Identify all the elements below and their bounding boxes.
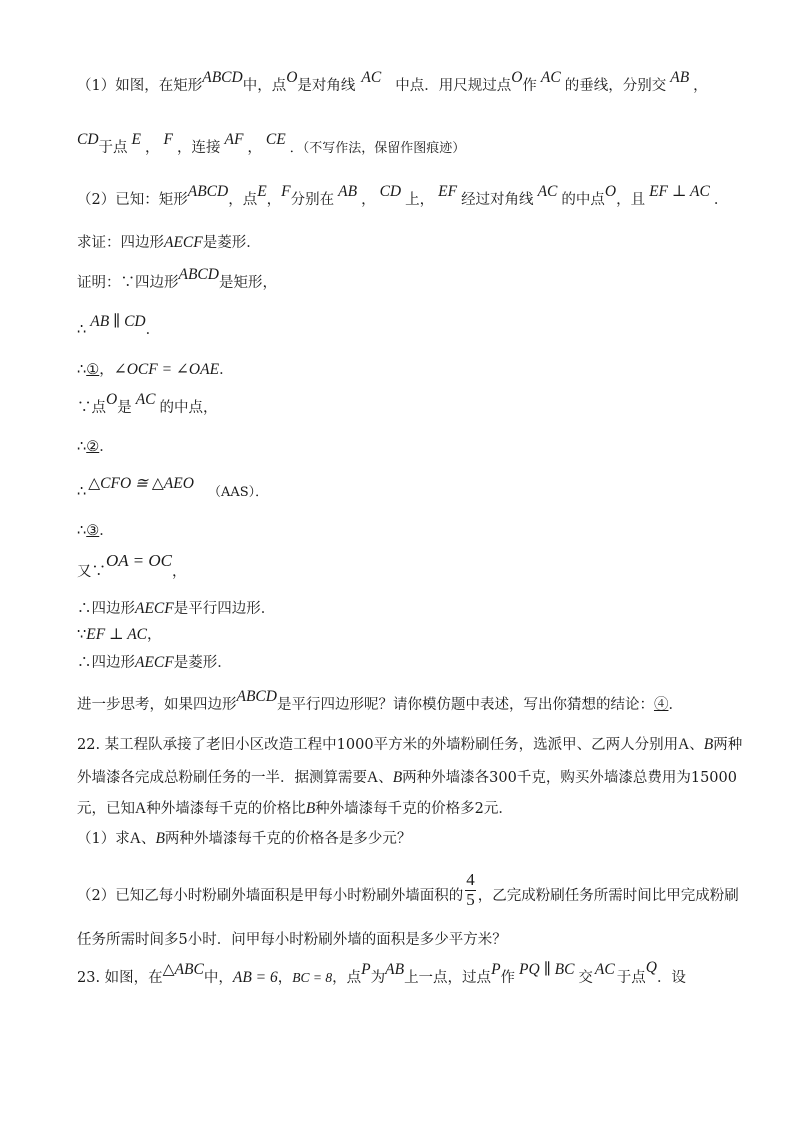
q22-sub2-line-1: （2）已知乙每小时粉刷外墙面积是甲每小时粉刷外墙面积的 $\frac{4}{5}$ ，乙完成粉刷任务所需时间比甲完成粉刷: [77, 870, 739, 909]
proof-line-1: 证明：∵四边形ABCD是矩形，: [77, 266, 277, 291]
q22-line-2: 外墙漆各完成总粉刷任务的一半．据测算需要A、B两种外墙漆各300千克，购买外墙漆总费用为15000: [77, 769, 737, 786]
proof-line-4: ∵点O是 AC 的中点，: [77, 391, 218, 416]
q22-sub1: （1）求A、B两种外墙漆每千克的价格各是多少元？: [77, 830, 412, 847]
proof-line-8: 又∵OA = OC，: [77, 551, 187, 580]
fraction-four-fifths: $\frac{4}{5}$: [466, 870, 475, 909]
proof-line-3: ∴①，∠OCF = ∠OAE．: [77, 361, 234, 378]
q22-sub2-line-2: 任务所需时间多5小时．问甲每小时粉刷外墙的面积是多少平方米？: [77, 932, 507, 948]
proof-line-5: ∴②．: [77, 439, 114, 455]
q21-part2-line1: （2）已知：矩形ABCD，点E，F分别在 AB ， CD 上， EF 经过对角线 AC 的中点O，且 EF ⊥ AC ．: [77, 183, 729, 208]
proof-line-9: ∴四边形AECF是平行四边形．: [77, 600, 276, 617]
proof-line-7: ∴③．: [77, 523, 114, 539]
proof-line-10: ∵EF ⊥ AC，: [77, 626, 162, 643]
further-thinking-line: 进一步思考，如果四边形ABCD是平行四边形呢？请你模仿题中表述，写出你猜想的结论：④．: [77, 688, 683, 713]
q22-line-3: 元，已知A种外墙漆每千克的价格比B种外墙漆每千克的价格多2元．: [77, 800, 513, 817]
proof-line-11: ∴四边形AECF是菱形．: [77, 654, 232, 671]
q21-part1-line2: CD于点 E ， F ，连接 AF ， CE．（不写作法，保留作图痕迹）: [77, 131, 466, 156]
q22-line-1: 22. 某工程队承接了老旧小区改造工程中1000平方米的外墙粉刷任务，选派甲、乙两人分别用A、B两种: [77, 736, 743, 753]
q23-line-1: 23. 如图，在△ABC中，AB = 6，BC = 8，点P为AB上一点，过点P作 PQ ∥ BC 交 AC 于点Q．设: [77, 959, 686, 986]
q21-part2-line2: 求证：四边形AECF是菱形．: [77, 234, 261, 251]
q21-part1-line1: （1）如图，在矩形ABCD中，点O是对角线 AC 中点．用尺规过点O作 AC 的垂线，分别交 AB ，: [77, 69, 708, 94]
proof-line-6: ∴ △CFO ≅ △AEO（AAS）．: [77, 475, 269, 500]
proof-line-2: ∴ AB ∥ CD．: [77, 313, 161, 338]
